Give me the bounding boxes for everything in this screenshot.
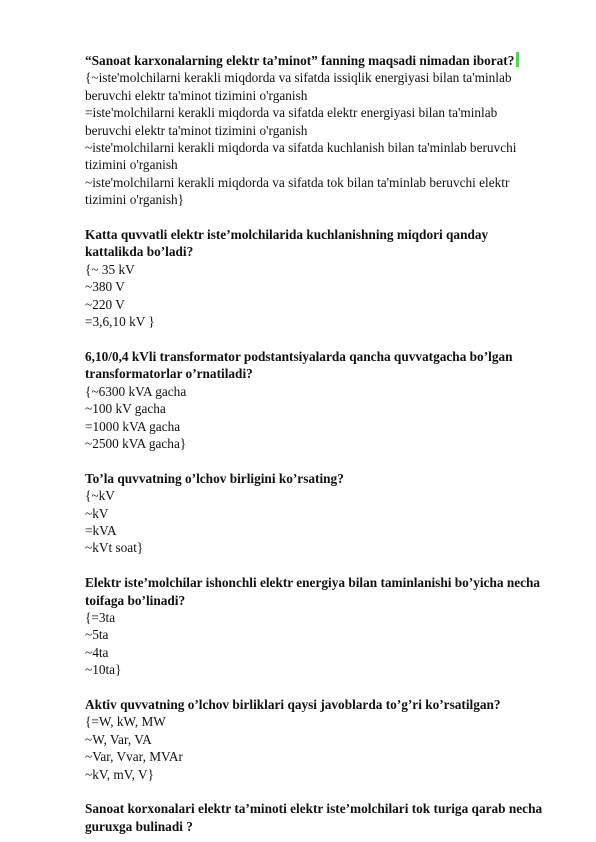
- answer-option: ~kVt soat}: [85, 540, 144, 556]
- answer-option: ~380 V: [85, 279, 125, 295]
- question-block: [85, 348, 546, 452]
- answer-option: ~4ta: [85, 644, 109, 660]
- question-block: [85, 226, 546, 330]
- answer-option: ~kV: [85, 505, 109, 521]
- question-block: [85, 800, 546, 835]
- answer-option: ~220 V: [85, 296, 125, 312]
- answer-option: ~iste'molchilarni kerakli miqdorda va sifatda kuchlanish bilan ta'minlab beruvchi tizimini o'rganish: [85, 140, 517, 173]
- question-block: [85, 470, 546, 557]
- text-cursor: [516, 52, 519, 67]
- answer-option: ~kV, mV, V}: [85, 766, 155, 782]
- question-title-text: “Sanoat karxonalarning elektr ta’minot” fanning maqsadi nimadan iborat?: [85, 53, 515, 68]
- question-title: To’la quvvatning o’lchov birligini ko’rsating?: [85, 470, 344, 486]
- question-title: [85, 52, 546, 69]
- answer-option: {~iste'molchilarni kerakli miqdorda va sifatda issiqlik energiyasi bilan ta'minlab beruvchi elektr ta'minot tizimini o'rganish: [85, 70, 512, 103]
- answer-option: {~6300 kVA gacha: [85, 383, 187, 399]
- answer-option: ~5ta: [85, 627, 109, 643]
- answer-option: =kVA: [85, 522, 117, 538]
- question-title: Sanoat korxonalari elektr ta’minoti elektr iste’molchilari tok turiga qarab necha guruxga bulinadi ?: [85, 801, 543, 834]
- answer-option: ~100 kV gacha: [85, 401, 166, 417]
- question-block: [85, 574, 546, 678]
- question-title: 6,10/0,4 kVli transformator podstantsiyalarda qancha quvvatgacha bo’lgan transformatorlar o’rnatiladi?: [85, 348, 513, 382]
- answer-option: ~10ta}: [85, 662, 122, 678]
- answer-option: {=3ta: [85, 609, 116, 625]
- answer-option: {~kV: [85, 488, 115, 504]
- question-title: Katta quvvatli elektr iste’molchilarida kuchlanishning miqdori qanday kattalikda bo’ladi?: [85, 227, 489, 260]
- answer-option: ~iste'molchilarni kerakli miqdorda va sifatda tok bilan ta'minlab beruvchi elektr tizimini o'rganish}: [85, 174, 510, 208]
- answer-option: ~W, Var, VA: [85, 731, 152, 747]
- question-block: [85, 52, 546, 209]
- question-title: Elektr iste’molchilar ishonchli elektr energiya bilan taminlanishi bo’yicha necha toifaga bo’linadi?: [85, 575, 541, 608]
- answer-option: =iste'molchilarni kerakli miqdorda va sifatda elektr energiyasi bilan ta'minlab beruvchi elektr ta'minot tizimini o'rganish: [85, 105, 498, 138]
- answer-option: ~2500 kVA gacha}: [85, 435, 187, 451]
- answer-option: =1000 kVA gacha: [85, 418, 181, 434]
- answer-option: =3,6,10 kV }: [85, 314, 155, 330]
- question-title: Aktiv quvvatning o’lchov birliklari qaysi javoblarda to’g’ri ko’rsatilgan?: [85, 696, 501, 712]
- answer-option: ~Var, Vvar, MVAr: [85, 749, 183, 765]
- answer-option: {~ 35 kV: [85, 261, 135, 277]
- question-block: [85, 696, 546, 783]
- answer-option: {=W, kW, MW: [85, 714, 166, 730]
